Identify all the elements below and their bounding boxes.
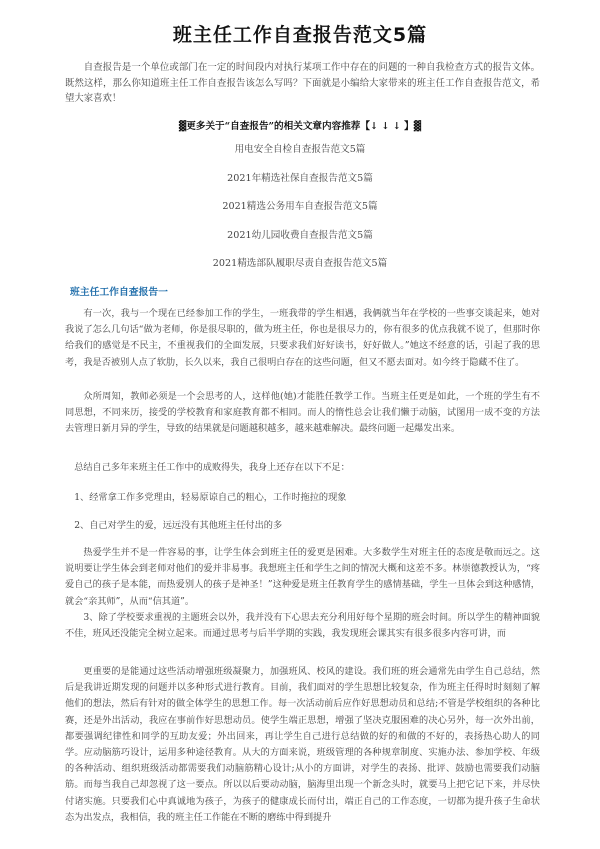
related-link[interactable]: 2021精选部队履职尽责自查报告范文5篇 (212, 258, 388, 269)
related-link[interactable]: 用电安全自检自查报告范文5篇 (234, 144, 366, 155)
body-paragraph: 2、自己对学生的爱，远远没有其他班主任付出的多 (74, 520, 283, 531)
body-paragraph: 众所周知，教师必须是一个会思考的人，这样他(她)才能胜任教学工作。当班主任更是如此，一个班的学生有不同思想，不同来历，接受的学校教育和家庭教育都不相同。而人的惰性总会让我们懒于动脑，试图用一成不变的方法去管理日新月异的学生，导致的结果就是问题越积越多，越来越难解决。最终问题一起爆发出来。 (65, 391, 540, 435)
body-paragraph: 总结自己多年来班主任工作中的成败得失，我身上还存在以下不足： (74, 462, 350, 473)
body-paragraph: 3、除了学校要求重视的主题班会以外，我并没有下心思去充分利用好每个星期的班会时间。所以学生的精神面貌不佳，班风还没能完全树立起来。而通过思考与后半学期的实践，我发现班会课其实有很多很多内容可讲，而 (65, 612, 540, 640)
body-paragraph: 更重要的是能通过这些活动增强班级凝聚力，加强班风、校风的建设。我们班的班会通常先由学生自己总结，然后是我讲近期发现的问题并以多种形式进行教育。目前，我们面对的学生思想比较复杂，作为班主任得时时刻刻了解他们的想法，然后有针对的做全体学生的思想工作。每一次活动前后应作好思想动员和总结;不管是学校组织的各种比赛，还是外出活动，我应在事前作好思想动员。使学生端正思想，增强了坚决克服困难的决心另外，每一次外出前，都要强调纪律性和同学的互助友爱；外出回来，再让学生自己进行总结做的好的和做的不好的，表扬热心助人的同学。应动脑筋巧设计，运用多种途径教育。从大的方面来说，班级管理的各种规章制度、实施办法、参加学校、年级的各种活动、组织班级活动都需要我们动脑筋精心设计;从小的方面讲，对学生的表扬、批评、鼓励也需要我们动脑筋。而每当我自己却忽视了这一要点。所以以后要动动脑，脑海里出现一个新念头时，就要马上把它记下来，并尽快付诸实施。只要我们心中真诚地为孩子，为孩子的健康成长而付出，端正自己的工作态度，一切都为提升孩子生命状态为出发点，我相信，我的班主任工作能在不断的磨练中得到提升 (65, 666, 540, 823)
body-paragraph: 热爱学生并不是一件容易的事，让学生体会到班主任的爱更是困难。大多数学生对班主任的态度是敬而远之。这说明要让学生体会到老师对他们的爱并非易事。我想班主任和学生之间的情况大概和这差不多。林崇德教授认为，“疼爱自己的孩子是本能，而热爱别人的孩子是神圣！”这种爱是班主任教育学生的感情基础，学生一旦体会到这种感情，就会“亲其师”，从而“信其道”。 (65, 547, 540, 607)
intro-paragraph: 自查报告是一个单位或部门在一定的时间段内对执行某项工作中存在的问题的一种自我检查方式的报告文体。既然这样，那么你知道班主任工作自查报告该怎么写吗？下面就是小编给大家带来的班主任工作自查报告范文，希望大家喜欢！ (65, 62, 540, 104)
body-paragraph: 1、经常拿工作多党理由，轻易原谅自己的粗心，工作时拖拉的现象 (74, 492, 347, 503)
related-link[interactable]: 2021年精选社保自查报告范文5篇 (227, 172, 373, 184)
recommend-heading: ▓更多关于“自查报告”的相关文章内容推荐【↓ ↓ ↓ 】▓ (178, 121, 422, 132)
page-title: 班主任工作自查报告范文5篇 (172, 24, 428, 46)
related-link[interactable]: 2021精选公务用车自查报告范文5篇 (222, 201, 378, 212)
related-links-list (0, 143, 600, 286)
section-title: 班主任工作自查报告一 (70, 287, 168, 298)
related-link[interactable]: 2021幼儿园收费自查报告范文5篇 (227, 229, 373, 241)
body-paragraph: 有一次，我与一个现在已经参加工作的学生，一班我带的学生相遇，我俩就当年在学校的一些事交谈起来，她对我说了怎么几句话“做为老师，你是很尽职的，做为班主任，你也是很尽力的，你有很多的优点我就不说了，但那时你给我们的感觉是不民主，不重视我们的全面发展，只要求我们好好读书，好好做人。”她这不经意的话，引起了我的思考，我是否被别人点了软肋，长久以来，我自己很明白存在的这些问题，但又不愿去面对。如今终于隐藏不住了。 (65, 308, 540, 368)
